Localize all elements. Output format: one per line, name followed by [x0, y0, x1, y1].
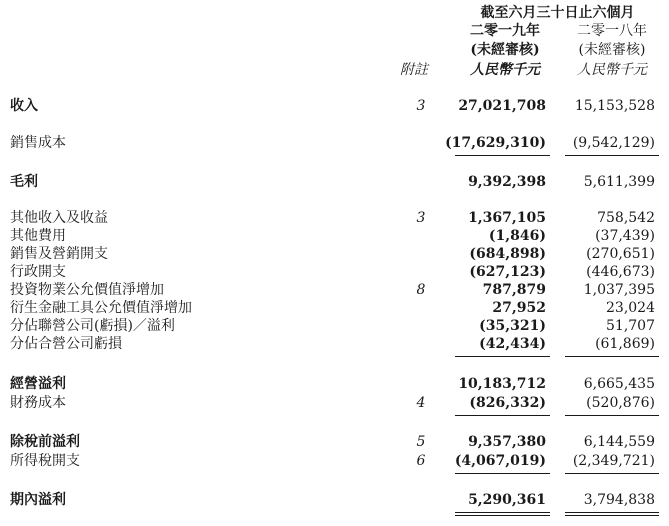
row-other-expenses	[0, 227, 669, 245]
value-2018: 758,542	[597, 210, 655, 226]
row-profit-before-tax	[0, 433, 669, 451]
value-2018: 23,024	[606, 300, 655, 316]
subtotal-rule	[565, 155, 659, 156]
value-2019: (35,321)	[479, 318, 546, 334]
subtotal-rule	[565, 473, 659, 474]
row-note: 3	[416, 210, 426, 226]
subtotal-rule	[455, 473, 550, 474]
value-2018: 5,611,399	[583, 174, 655, 190]
row-cost-of-sales	[0, 134, 669, 152]
subtotal-rule	[455, 155, 550, 156]
row-label: 分佔合營公司虧損	[10, 336, 122, 352]
value-2018: 1,037,395	[583, 282, 655, 298]
row-share-of-associates	[0, 317, 669, 335]
value-2018: 3,794,838	[583, 492, 655, 508]
row-note: 4	[416, 395, 426, 411]
row-profit-for-period	[0, 491, 669, 509]
value-2019: 5,290,361	[468, 492, 546, 508]
row-income-tax	[0, 452, 669, 470]
row-label: 其他費用	[10, 228, 66, 244]
row-label: 財務成本	[10, 395, 66, 411]
row-gross-profit	[0, 173, 669, 191]
note-header: 附註	[400, 62, 428, 78]
row-finance-costs	[0, 394, 669, 412]
value-2018: (61,869)	[595, 336, 655, 352]
value-2019: 9,357,380	[468, 434, 546, 450]
value-2019: (627,123)	[469, 264, 546, 280]
row-label: 期內溢利	[10, 492, 66, 508]
value-2019: 787,879	[482, 282, 546, 298]
row-label: 銷售成本	[10, 135, 66, 151]
value-2019: 9,392,398	[468, 174, 546, 190]
row-investment-property-fv	[0, 281, 669, 299]
row-revenue	[0, 97, 669, 115]
value-2018: (9,542,129)	[572, 135, 655, 151]
value-2019: (826,332)	[469, 395, 546, 411]
value-2018: 6,665,435	[583, 376, 655, 392]
subtotal-rule	[565, 415, 659, 416]
row-other-income	[0, 209, 669, 227]
row-note: 3	[416, 98, 426, 114]
value-2018: 15,153,528	[574, 98, 655, 114]
row-label: 行政開支	[10, 264, 66, 280]
row-label: 投資物業公允價值淨增加	[10, 282, 164, 298]
row-label: 收入	[10, 98, 38, 114]
row-label: 經營溢利	[10, 376, 66, 392]
value-2019: (17,629,310)	[445, 135, 546, 151]
audit-2019-header: (未經審核)	[470, 42, 540, 58]
total-double-rule-bottom	[455, 515, 550, 516]
value-2018: 6,144,559	[583, 434, 655, 450]
row-label: 衍生金融工具公允價值淨增加	[10, 300, 192, 316]
row-admin-expenses	[0, 263, 669, 281]
period-header: 截至六月三十日止六個月	[480, 5, 635, 21]
unit-2018-header: 人民幣千元	[577, 62, 647, 78]
value-2019: (4,067,019)	[454, 453, 546, 469]
value-2018: (270,651)	[586, 246, 655, 262]
value-2018: (520,876)	[586, 395, 655, 411]
row-label: 毛利	[10, 174, 38, 190]
row-label: 所得稅開支	[10, 453, 80, 469]
value-2019: (1,846)	[488, 228, 546, 244]
total-double-rule-top	[455, 512, 550, 513]
unit-2019-header: 人民幣千元	[470, 62, 540, 78]
subtotal-rule	[455, 356, 550, 357]
value-2018: (37,439)	[595, 228, 655, 244]
row-selling-marketing	[0, 245, 669, 263]
row-note: 5	[416, 434, 426, 450]
value-2018: (2,349,721)	[572, 453, 655, 469]
value-2018: 51,707	[606, 318, 655, 334]
value-2019: 1,367,105	[468, 210, 546, 226]
row-label: 分佔聯營公司(虧損)／溢利	[10, 318, 175, 334]
row-operating-profit	[0, 375, 669, 393]
row-label: 除稅前溢利	[10, 434, 80, 450]
year-2019-header: 二零一九年	[470, 23, 540, 39]
row-note: 8	[416, 282, 426, 298]
subtotal-rule	[565, 356, 659, 357]
row-note: 6	[416, 453, 426, 469]
value-2018: (446,673)	[586, 264, 655, 280]
row-label: 銷售及營銷開支	[10, 246, 108, 262]
audit-2018-header: (未經審核)	[578, 42, 646, 58]
total-double-rule-bottom	[565, 515, 659, 516]
row-share-of-joint-ventures	[0, 335, 669, 353]
subtotal-rule	[455, 415, 550, 416]
value-2019: (42,434)	[479, 336, 546, 352]
value-2019: (684,898)	[469, 246, 546, 262]
total-double-rule-top	[565, 512, 659, 513]
year-2018-header: 二零一八年	[577, 23, 647, 39]
value-2019: 27,021,708	[458, 98, 546, 114]
row-derivative-fv	[0, 299, 669, 317]
value-2019: 27,952	[492, 300, 546, 316]
row-label: 其他收入及收益	[10, 210, 108, 226]
value-2019: 10,183,712	[458, 376, 546, 392]
